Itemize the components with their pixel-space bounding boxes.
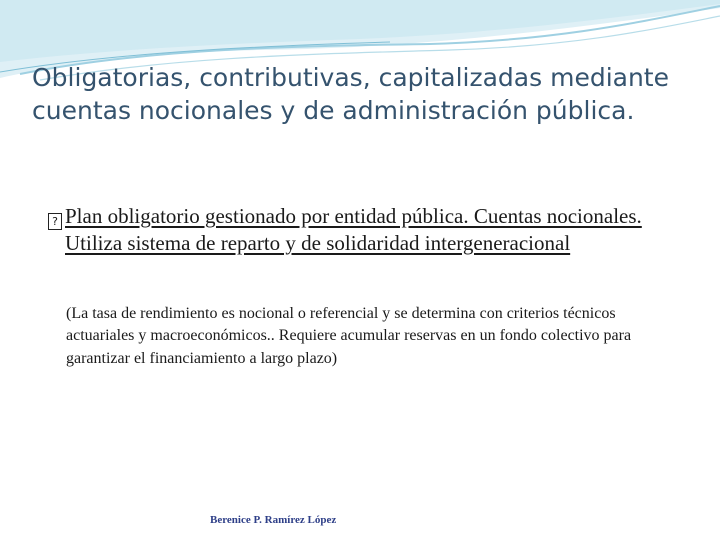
slide-title: Obligatorias, contributivas, capitalizadas mediante cuentas nocionales y de administración pública. [32,63,669,125]
footer-author: Berenice P. Ramírez López [210,514,337,526]
missing-glyph-box-icon: ? [48,213,62,230]
main-bullet-text: Plan obligatorio gestionado por entidad pública. Cuentas nocionales. Utiliza sistema de reparto y de solidaridad intergeneracional [65,204,642,255]
main-bullet [48,203,665,257]
detail-paragraph: (La tasa de rendimiento es nocional o referencial y se determina con criterios técnicos actuariales y macroeconómicos.. Requiere acumular reservas en un fondo colectivo para garantizar el financiamiento a largo plazo) [66,305,632,367]
